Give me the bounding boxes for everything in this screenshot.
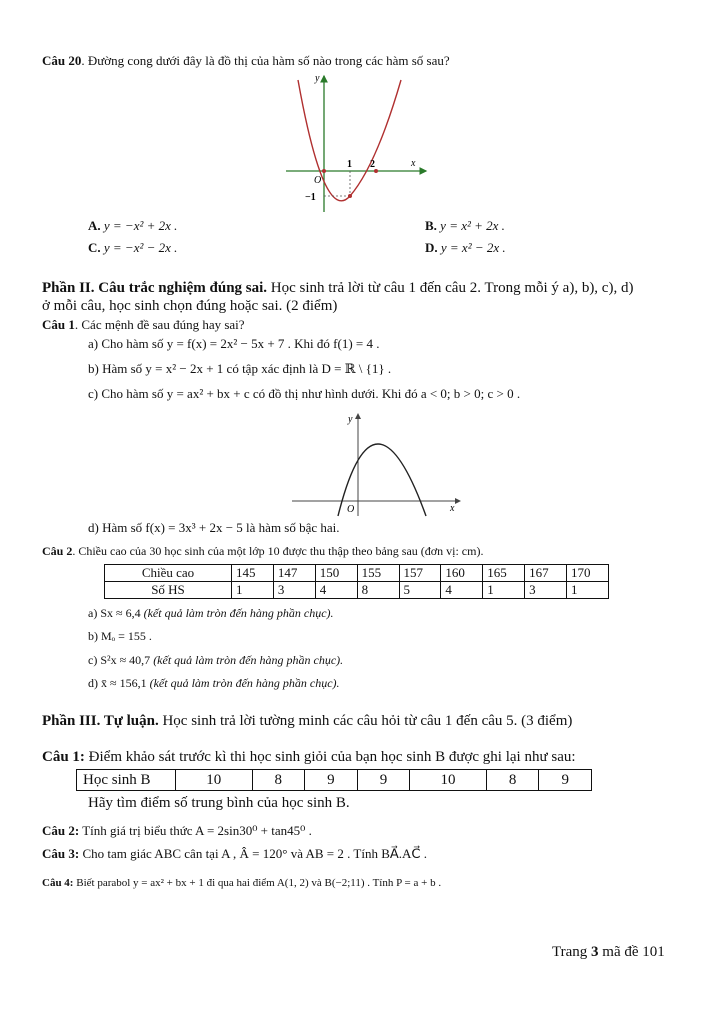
part2-x-label: x — [450, 503, 455, 514]
part3-c2-question: Câu 2: Tính giá trị biểu thức A = 2sin30⁰ + tan45⁰ . — [42, 823, 312, 838]
part2-c1-item-a: a) Cho hàm số y = f(x) = 2x² − 5x + 7 . Khi đó f(1) = 4 . — [88, 336, 380, 351]
table-row — [105, 582, 609, 599]
part3-c1-task: Hãy tìm điểm số trung bình của học sinh B. — [88, 795, 350, 811]
part2-c2-item-a: a) Sx ≈ 6,4 (kết quả làm tròn đến hàng phần chục). — [88, 606, 334, 620]
table-cell: 155 — [357, 565, 399, 582]
q20-tick-2: 2 — [370, 159, 375, 170]
part2-parabola-graph — [290, 408, 465, 518]
part3-c3-question: Câu 3: Cho tam giác ABC cân tại A , Â = 120° và AB = 2 . Tính BA⃗.AC⃗ . — [42, 846, 427, 861]
q20-x-label: x — [411, 158, 416, 169]
table-cell: 1 — [232, 582, 274, 599]
part2-c1-item-c: c) Cho hàm số y = ax² + bx + c có đồ thị như hình dưới. Khi đó a < 0; b > 0; c > 0 . — [88, 386, 521, 401]
table-cell: 3 — [273, 582, 315, 599]
table-cell: 170 — [567, 565, 609, 582]
part2-o-label: O — [347, 504, 355, 515]
table-cell: 10 — [176, 770, 253, 791]
q20-tick-1: 1 — [347, 159, 352, 170]
q20-y-label: y — [315, 73, 320, 84]
table-cell: 147 — [273, 565, 315, 582]
part3-c1-question: Câu 1: Điểm khảo sát trước kì thi học sinh giỏi của bạn học sinh B được ghi lại như sau: — [42, 749, 576, 765]
part3-heading: Phần III. Tự luận. Học sinh trả lời tường minh các câu hỏi từ câu 1 đến câu 5. (3 điểm) — [42, 713, 573, 729]
page-number: 3 — [591, 944, 599, 960]
part2-height-table — [104, 564, 609, 599]
table-row — [105, 565, 609, 582]
q20-label: Câu 20 — [42, 53, 82, 68]
part2-heading: Phần II. Câu trắc nghiệm đúng sai. Học sinh trả lời từ câu 1 đến câu 2. Trong mỗi ý a), b), c), d) — [42, 280, 634, 296]
q20-point-origin — [322, 169, 326, 173]
part2-title: Phần II. Câu trắc nghiệm đúng sai. — [42, 280, 268, 296]
table-cell: 157 — [399, 565, 441, 582]
table-cell: 145 — [232, 565, 274, 582]
part3-c4-question: Câu 4: Biết parabol y = ax² + bx + 1 đi qua hai điểm A(1, 2) và B(−2;11) . Tính P = a + b . — [42, 877, 442, 889]
table-cell: 1 — [483, 582, 525, 599]
table-cell: 165 — [483, 565, 525, 582]
table-header-cell: Học sinh B — [77, 770, 176, 791]
table-cell: 3 — [525, 582, 567, 599]
q20-tick-m1: −1 — [305, 192, 316, 203]
table-cell: 8 — [357, 582, 399, 599]
table-cell: 150 — [315, 565, 357, 582]
table-cell: 9 — [357, 770, 410, 791]
q20-point-vertex — [348, 194, 352, 198]
q20-option-d: D. y = x² − 2x . — [425, 240, 506, 255]
table-cell: 9 — [305, 770, 358, 791]
table-cell: 8 — [252, 770, 305, 791]
table-row — [77, 770, 592, 791]
table-header-cell: Chiều cao — [105, 565, 232, 582]
table-cell: 4 — [441, 582, 483, 599]
part2-c2-item-c: c) S²x ≈ 40,7 (kết quả làm tròn đến hàng phần chục). — [88, 653, 344, 667]
part2-c1-item-b: b) Hàm số y = x² − 2x + 1 có tập xác định là D = ℝ \ {1} . — [88, 361, 392, 376]
q20-question — [42, 53, 450, 69]
part2-y-label: y — [348, 414, 353, 425]
q20-o-label: O — [314, 175, 322, 186]
table-cell: 160 — [441, 565, 483, 582]
q20-parabola-graph — [280, 70, 430, 215]
table-cell: 9 — [539, 770, 592, 791]
table-cell: 167 — [525, 565, 567, 582]
part2-c2-question: Câu 2. Chiều cao của 30 học sinh của một lớp 10 được thu thập theo bảng sau (đơn vị: cm). — [42, 544, 484, 558]
part3-score-table — [76, 769, 592, 791]
part2-c1-question: Câu 1. Các mệnh đề sau đúng hay sai? — [42, 317, 245, 332]
page-footer: Trang 3 mã đề 101 — [552, 944, 665, 960]
part2-c2-item-d: d) x̄ ≈ 156,1 (kết quả làm tròn đến hàng phần chục). — [88, 676, 340, 690]
q20-option-b: B. y = x² + 2x . — [425, 218, 505, 233]
table-cell: 5 — [399, 582, 441, 599]
table-header-cell: Số HS — [105, 582, 232, 599]
part2-c1-item-d: d) Hàm số f(x) = 3x³ + 2x − 5 là hàm số bậc hai. — [88, 520, 340, 535]
q20-option-c: C. y = −x² − 2x . — [88, 240, 178, 255]
q20-option-a: A. y = −x² + 2x . — [88, 218, 178, 233]
part2-c2-item-b: b) Mₒ = 155 . — [88, 629, 152, 643]
part2-intro: ở mỗi câu, học sinh chọn đúng hoặc sai. (2 điểm) — [42, 298, 338, 314]
table-cell: 1 — [567, 582, 609, 599]
table-cell: 8 — [486, 770, 539, 791]
q20-text: . Đường cong dưới đây là đồ thị của hàm số nào trong các hàm số sau? — [81, 53, 450, 68]
table-cell: 4 — [315, 582, 357, 599]
part3-title: Phần III. Tự luận. — [42, 713, 159, 729]
table-cell: 10 — [410, 770, 487, 791]
